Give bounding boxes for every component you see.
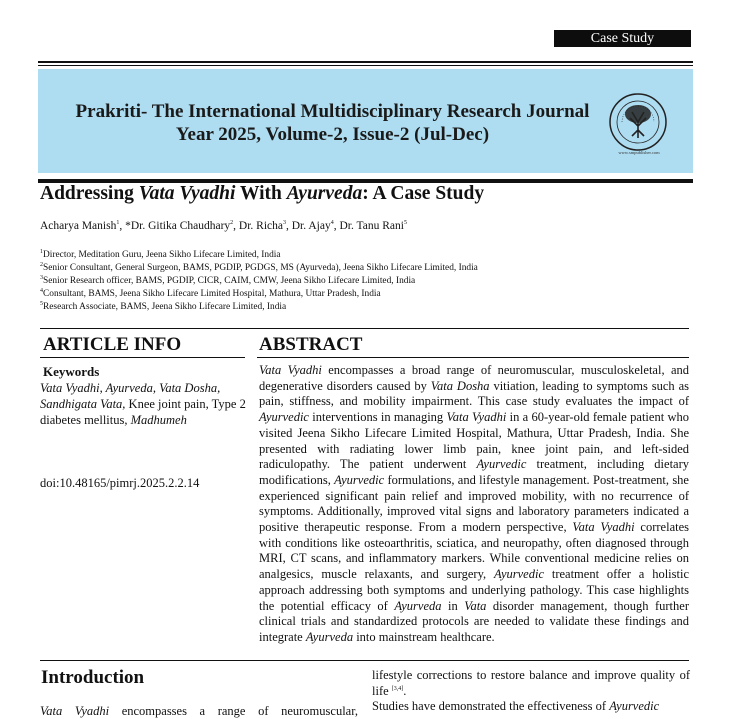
author-name: Dr. Richa bbox=[238, 220, 283, 232]
intro-fragment: Ayurvedic bbox=[609, 699, 660, 714]
abstract-fragment: Vata Vyadhi bbox=[446, 410, 507, 425]
top-rule bbox=[38, 61, 693, 63]
abstract-fragment: Ayurvedic bbox=[494, 567, 544, 582]
abstract-fragment: Vata Vyadhi bbox=[259, 363, 322, 377]
abstract-fragment: vitiation, leading to symptoms such as pain, stiffness, and mobility impairment. This case study evaluates the impact of bbox=[259, 378, 689, 409]
author-list: Acharya Manish$^1$, *Dr. Gitika Chaudhary$^2$, Dr. Richa$^3$, Dr. Ajay$^4$, Dr. Tanu Rani$^5$ bbox=[40, 220, 407, 232]
abstract-fragment: in a 60-year-old female patient who visited Jeena Sikho Lifecare Limited Hospital, Mathura, Uttar Pradesh, India. She presented with radiating lower limb pain, knee joint pain, and left-sided radiculopathy. The patient underwent bbox=[259, 410, 690, 472]
author-name: *Dr. Gitika Chaudhary bbox=[125, 220, 231, 232]
abstract-fragment: treatment, including dietary modifications, bbox=[259, 457, 689, 487]
affiliation-list bbox=[40, 249, 478, 314]
abstract-fragment: disorder management, though further clinical trials and standardized protocols are needed to validate these findings and integrate bbox=[259, 598, 689, 644]
abstract-fragment: treatment offer a holistic approach addressing both symptoms and underlying pathology. This case highlights the potential efficacy of bbox=[259, 567, 689, 613]
affiliation-item: $^5$Research Associate, BAMS, Jeena Sikho Lifecare Limited, India bbox=[40, 300, 287, 312]
author-affil-mark: 3 bbox=[282, 220, 286, 227]
publisher-url: www.smpublisher.com bbox=[618, 150, 660, 155]
affiliation-item: $^1$Director, Meditation Guru, Jeena Sikho Lifecare Limited, India bbox=[40, 248, 281, 260]
abstract-fragment: Ayurveda bbox=[305, 629, 354, 644]
article-type-tag: Case Study bbox=[554, 30, 691, 47]
introduction-heading: Introduction bbox=[41, 667, 145, 688]
abstract-fragment: into mainstream healthcare. bbox=[353, 629, 495, 644]
abstract-fragment: encompasses a broad range of neuromuscular, musculoskeletal, and degenerative disorders caused by bbox=[259, 363, 689, 393]
title-fragment: : A Case Study bbox=[362, 183, 485, 204]
intro-fragment: lifestyle corrections to restore balance and improve quality of life bbox=[372, 668, 690, 698]
author-name: Acharya Manish bbox=[40, 220, 117, 232]
title-fragment: Addressing bbox=[40, 183, 139, 204]
abstract-text bbox=[259, 363, 689, 646]
intro-rule bbox=[40, 660, 689, 661]
abstract-fragment: Vata bbox=[464, 598, 487, 613]
abstract-fragment: in bbox=[441, 598, 465, 613]
author-affil-mark: 5 bbox=[403, 220, 407, 227]
title-fragment: With bbox=[235, 183, 287, 204]
abstract-fragment: correlates with conditions like osteoarthritis, sciatica, and neuropathy, often diagnosed through MRI, CT scans, and inflammatory markers. While conventional medicine relies on analgesics, muscle relaxants, and surgery, bbox=[259, 520, 690, 582]
intro-fragment: encompasses a range of neuromuscular, bbox=[109, 704, 358, 718]
abstract-fragment: Vata Vyadhi bbox=[572, 520, 635, 535]
abstract-rule bbox=[257, 357, 689, 358]
abstract-fragment: Ayurvedic bbox=[476, 457, 527, 472]
abstract-fragment: Ayurvedic bbox=[334, 472, 385, 487]
doi-link[interactable]: doi:10.48165/pimrj.2025.2.2.14 bbox=[40, 476, 200, 490]
keyword-fragment: Vata Vyadhi, Ayurveda, Vata Dosha, Sandhigata Vata, bbox=[40, 381, 221, 411]
intro-fragment: . bbox=[403, 683, 407, 698]
abstract-fragment: Ayurvedic bbox=[259, 410, 309, 425]
intro-left-column bbox=[40, 704, 358, 719]
author-name: Dr. Ajay bbox=[291, 220, 331, 232]
abstract-fragment: interventions in managing bbox=[308, 410, 447, 425]
author-affil-mark: 1 bbox=[116, 220, 120, 227]
keyword-fragment: Madhumeh bbox=[130, 413, 187, 427]
publisher-seal-icon bbox=[608, 92, 668, 152]
abstract-fragment: formulations, and lifestyle management. Post-treatment, she experienced significant pain relief and improved mobility, with no recurrence of symptoms. Additionally, improved vital signs and laboratory parameters indicated a positive therapeutic response. From a modern perspective, bbox=[259, 472, 689, 535]
author-affil-mark: 2 bbox=[230, 220, 234, 227]
intro-fragment: [3,4] bbox=[391, 685, 404, 692]
affiliation-item: $^2$Senior Consultant, General Surgeon, BAMS, PGDIP, PGDGS, MS (Ayurveda), Jeena Sikho Lifecare Limited, India bbox=[40, 261, 478, 273]
intro-right-column bbox=[372, 668, 690, 715]
abstract-fragment: Ayurveda bbox=[394, 598, 442, 613]
journal-issue: Year 2025, Volume-2, Issue-2 (Jul-Dec) bbox=[175, 124, 490, 145]
abstract-fragment: Vata Dosha bbox=[430, 378, 490, 393]
article-title bbox=[40, 183, 484, 205]
intro-fragment: Studies have demonstrated the effectiveness of bbox=[372, 699, 610, 714]
section-rule bbox=[40, 328, 689, 329]
author-name: Dr. Tanu Rani bbox=[339, 220, 404, 232]
affiliation-item: $^3$Senior Research officer, BAMS, PGDIP, CICR, CAIM, CMW, Jeena Sikho Lifecare Limited, India bbox=[40, 274, 416, 286]
keywords-heading: Keywords bbox=[43, 364, 100, 379]
title-fragment: Ayurveda bbox=[286, 183, 363, 204]
title-fragment: Vata Vyadhi bbox=[138, 183, 236, 204]
keywords-text bbox=[40, 380, 248, 428]
article-info-rule bbox=[40, 357, 245, 358]
article-info-heading: ARTICLE INFO bbox=[43, 334, 182, 355]
keyword-fragment: Knee joint pain, Type 2 diabetes mellitus, bbox=[40, 397, 246, 427]
intro-fragment: Vata Vyadhi bbox=[40, 704, 110, 718]
top-rule-thin bbox=[38, 65, 693, 66]
author-affil-mark: 4 bbox=[330, 220, 334, 227]
journal-title: Prakriti- The International Multidisciplinary Research Journal bbox=[75, 101, 590, 122]
abstract-heading: ABSTRACT bbox=[259, 334, 363, 355]
affiliation-item: $^4$Consultant, BAMS, Jeena Sikho Lifecare Limited Hospital, Mathura, Uttar Pradesh, India bbox=[40, 287, 381, 299]
